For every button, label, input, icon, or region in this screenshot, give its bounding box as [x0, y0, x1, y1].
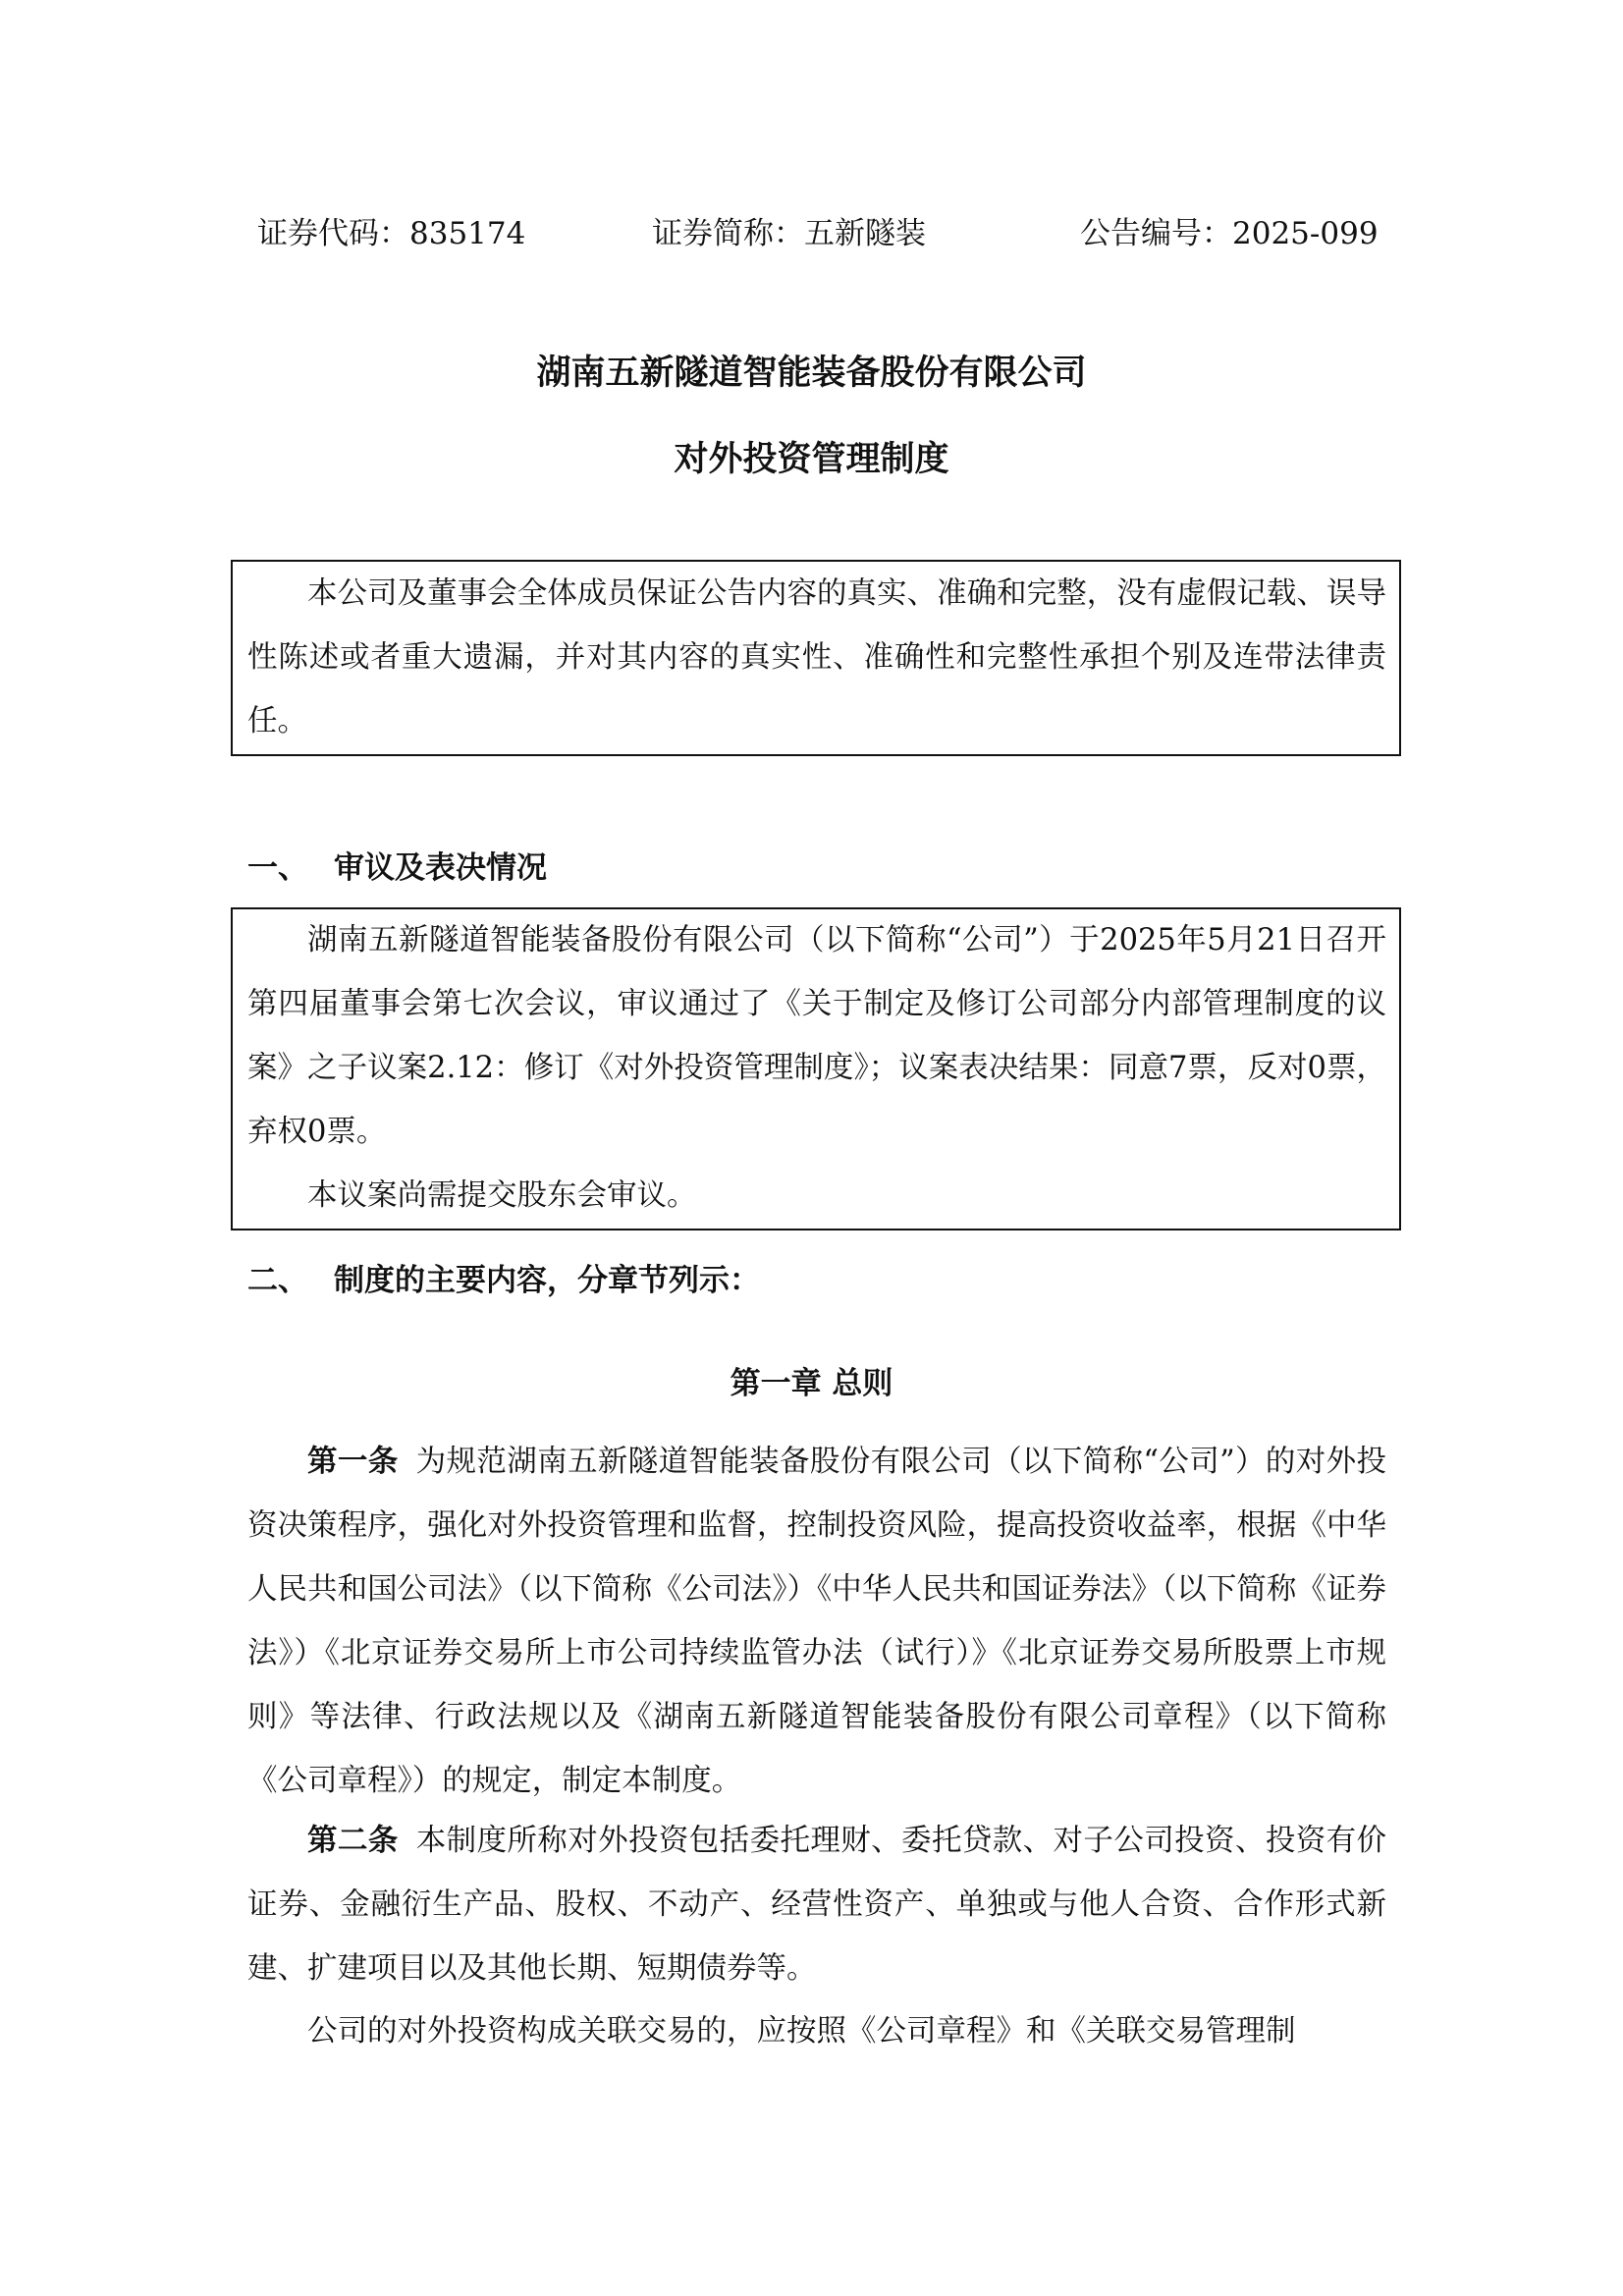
- section-number: 一、: [247, 850, 308, 886]
- related-party-paragraph: 公司的对外投资构成关联交易的，应按照《公司章程》和《关联交易管理制: [307, 2014, 1296, 2049]
- article-text: 为规范湖南五新隧道智能装备股份有限公司（以下简称“公司”）的对外投资决策程序，强化对外投资管理和监督，控制投资风险，提高投资收益率，根据《中华人民共和国公司法》（以下简称《公司法》）《中华人民共和国证券法》（以下简称《证券法》）《北京证券交易所上市公司持续监管办法（试行）》《北京证券交易所股票上市规则》等法律、行政法规以及《湖南五新隧道智能装备股份有限公司章程》（以下简称《公司章程》）的规定，制定本制度。: [247, 1445, 1387, 1798]
- section-title: 审议及表决情况: [334, 850, 547, 886]
- statement-text: 本公司及董事会全体成员保证公告内容的真实、准确和完整，没有虚假记载、误导性陈述或者重大遗漏，并对其内容的真实性、准确性和完整性承担个别及连带法律责任。: [247, 576, 1386, 738]
- section-heading-1: [247, 843, 547, 887]
- article-label: 第一条: [307, 1445, 399, 1479]
- article-1: [247, 1430, 1386, 1813]
- notice-number: 公告编号：2025-099: [1080, 216, 1379, 251]
- company-title: 湖南五新隧道智能装备股份有限公司: [536, 354, 1087, 393]
- stock-abbreviation: 证券简称：五新隧装: [652, 216, 926, 251]
- chapter-heading: 第一章 总则: [730, 1366, 893, 1401]
- document-title: 对外投资管理制度: [674, 440, 949, 479]
- section-heading-2: [247, 1255, 760, 1299]
- article-2: [247, 1809, 1386, 2000]
- article-text: 本制度所称对外投资包括委托理财、委托贷款、对子公司投资、投资有价证券、金融衍生产品、股权、不动产、经营性资产、单独或与他人合资、合作形式新建、扩建项目以及其他长期、短期债券等。: [247, 1824, 1387, 1986]
- stock-code: 证券代码：835174: [257, 216, 526, 251]
- section-title: 制度的主要内容，分章节列示：: [334, 1263, 760, 1298]
- resolution-text: 湖南五新隧道智能装备股份有限公司（以下简称“公司”）于2025年5月21日召开第四届董事会第七次会议，审议通过了《关于制定及修订公司部分内部管理制度的议案》之子议案2.12：修订《对外投资管理制度》；议案表决结果：同意7票，反对0票，弃权0票。: [247, 923, 1386, 1149]
- resolution-note: 本议案尚需提交股东会审议。: [307, 1178, 697, 1213]
- section-number: 二、: [247, 1263, 308, 1298]
- article-label: 第二条: [307, 1824, 399, 1858]
